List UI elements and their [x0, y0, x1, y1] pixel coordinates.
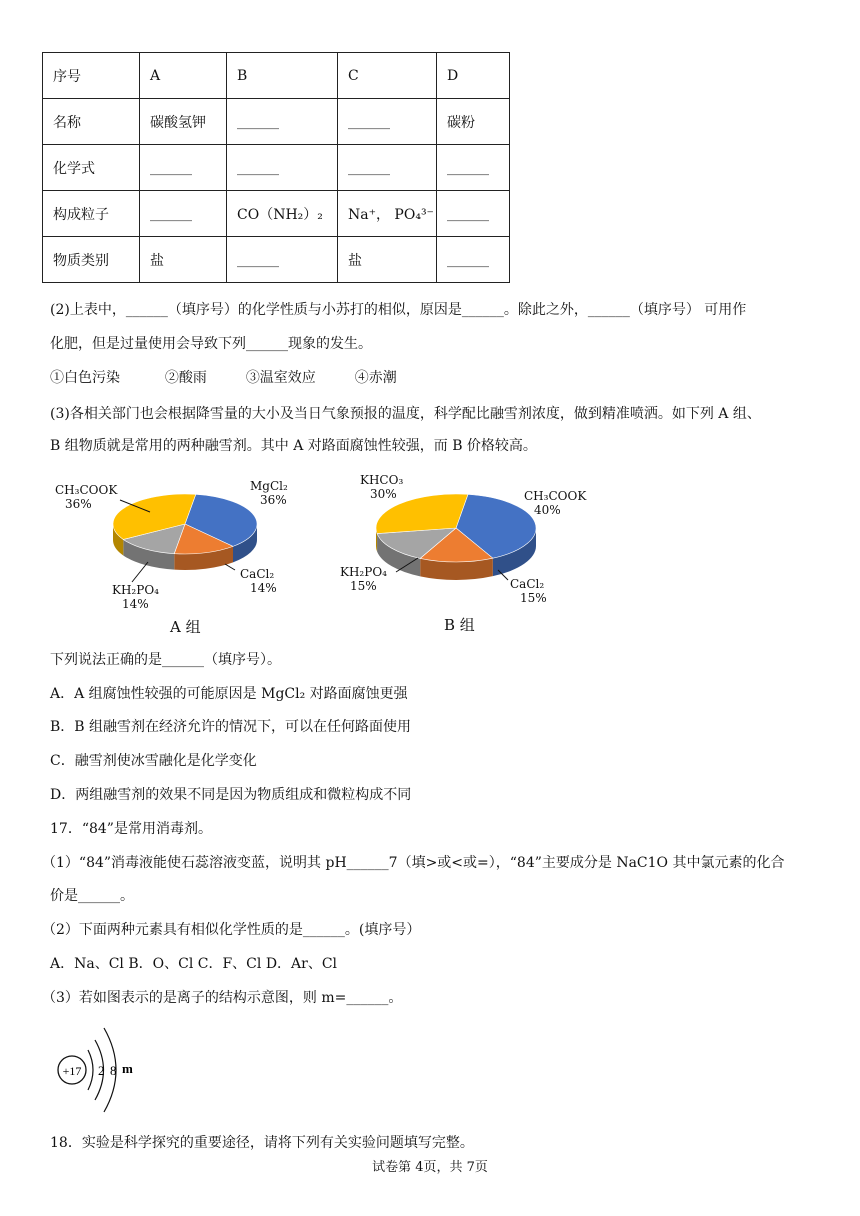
- table-cell: ______: [338, 99, 437, 145]
- table-cell: ______: [227, 237, 338, 283]
- pie-value-label-1: 15%: [520, 591, 547, 605]
- pie-value-label-0: 40%: [534, 503, 561, 517]
- nucleus-label: +17: [62, 1064, 82, 1078]
- q2-line1: (2)上表中，______（填序号）的化学性质与小苏打的相似，原因是______。除此之外，______（填序号） 可用作: [50, 302, 747, 318]
- pie-category-label-3: CH₃COOK: [55, 483, 118, 497]
- table-cell: 构成粒子: [43, 191, 140, 237]
- table-cell: 序号: [43, 53, 140, 99]
- q17-p2-options: A．Na、Cl B．O、Cl C．F、Cl D．Ar、Cl: [50, 956, 338, 972]
- table-cell: 碳粉: [437, 99, 510, 145]
- ion-structure-diagram: [50, 1020, 160, 1120]
- table-row: [43, 191, 510, 237]
- table-cell: C: [338, 53, 437, 99]
- q18-text: 18．实验是科学探究的重要途径，请将下列有关实验问题填写完整。: [50, 1135, 474, 1151]
- table-cell: 物质类别: [43, 237, 140, 283]
- q2-option-2: ②酸雨: [164, 370, 207, 386]
- table-cell: A: [140, 53, 227, 99]
- pie-category-label-1: CaCl₂: [510, 577, 545, 591]
- table-cell: CO（NH₂）₂: [227, 191, 338, 237]
- pie-chart-a: [55, 479, 288, 636]
- pie-chart-b: [340, 473, 587, 634]
- pie-charts: [40, 466, 620, 640]
- q3-line2: B 组物质就是常用的两种融雪剂。其中 A 对路面腐蚀性较强，而 B 价格较高。: [50, 438, 537, 454]
- table-cell: ______: [140, 191, 227, 237]
- q17-p2: （2）下面两种元素具有相似化学性质的是______。(填序号）: [42, 922, 421, 938]
- table-row: [43, 145, 510, 191]
- pie-category-label-2: KH₂PO₄: [112, 583, 159, 597]
- table-cell: ______: [227, 145, 338, 191]
- table-cell: 名称: [43, 99, 140, 145]
- shell-arc-1: [88, 1050, 93, 1090]
- q3b-option-c: C．融雪剂使冰雪融化是化学变化: [50, 753, 257, 769]
- q3b-prompt: 下列说法正确的是______（填序号）。: [50, 652, 281, 668]
- pie-category-label-0: CH₃COOK: [524, 489, 587, 503]
- table-cell: B: [227, 53, 338, 99]
- q17-p3: （3）若如图表示的是离子的结构示意图，则 m=______。: [42, 990, 403, 1006]
- q17-title: 17．“84”是常用消毒剂。: [50, 821, 212, 837]
- shell-1-electrons: 2: [98, 1063, 105, 1078]
- table-row: [43, 53, 510, 99]
- table-cell: ______: [140, 145, 227, 191]
- table-cell: ______: [437, 191, 510, 237]
- table-row: [43, 237, 510, 283]
- substance-table: [42, 52, 510, 283]
- q2-option-4: ④赤潮: [354, 370, 397, 386]
- pie-value-label-1: 14%: [250, 581, 277, 595]
- q3b-option-b: B．B 组融雪剂在经济允许的情况下，可以在任何路面使用: [50, 719, 412, 735]
- table-cell: 化学式: [43, 145, 140, 191]
- table-cell: ______: [437, 145, 510, 191]
- q2-option-1: ①白色污染: [50, 370, 120, 386]
- q2-line2: 化肥，但是过量使用会导致下列______现象的发生。: [50, 336, 372, 352]
- q2-option-3: ③温室效应: [245, 370, 316, 386]
- q17-p1a: （1）“84”消毒液能使石蕊溶液变蓝，说明其 pH______7（填>或<或=），“84”主要成分是 NaC1O 其中氯元素的化合: [42, 855, 785, 871]
- q3b-option-a: A．A 组腐蚀性较强的可能原因是 MgCl₂ 对路面腐蚀更强: [50, 686, 408, 702]
- table-cell: D: [437, 53, 510, 99]
- table-cell: 盐: [338, 237, 437, 283]
- pie-category-label-0: MgCl₂: [250, 479, 288, 493]
- pie-category-label-1: CaCl₂: [240, 567, 275, 581]
- pie-category-label-2: KH₂PO₄: [340, 565, 387, 579]
- table-cell: 碳酸氢钾: [140, 99, 227, 145]
- shell-3-electrons: m: [122, 1061, 133, 1076]
- table-row: [43, 99, 510, 145]
- pie-category-label-3: KHCO₃: [360, 473, 404, 487]
- q3b-option-d: D．两组融雪剂的效果不同是因为物质组成和微粒构成不同: [50, 787, 412, 803]
- leader-line-1: [225, 564, 235, 570]
- leader-line-2: [132, 562, 148, 582]
- table-cell: 盐: [140, 237, 227, 283]
- page-footer: 试卷第 4页，共 7页: [372, 1160, 488, 1175]
- pie-value-label-2: 15%: [350, 579, 377, 593]
- table-cell: ______: [437, 237, 510, 283]
- q3-line1: (3)各相关部门也会根据降雪量的大小及当日气象预报的温度，科学配比融雪剂浓度，做到精准喷洒。如下列 A 组、: [50, 406, 761, 422]
- pie-value-label-3: 30%: [370, 487, 397, 501]
- pie-title: A 组: [170, 618, 201, 636]
- table-cell: ______: [227, 99, 338, 145]
- pie-value-label-3: 36%: [65, 497, 92, 511]
- pie-value-label-0: 36%: [260, 493, 287, 507]
- pie-title: B 组: [444, 616, 475, 634]
- table-cell: ______: [338, 145, 437, 191]
- table-cell: Na⁺， PO₄³⁻: [338, 191, 437, 237]
- q17-p1b: 价是______。: [50, 888, 134, 904]
- pie-value-label-2: 14%: [122, 597, 149, 611]
- shell-2-electrons: 8: [110, 1063, 117, 1078]
- q2-options: [50, 368, 397, 388]
